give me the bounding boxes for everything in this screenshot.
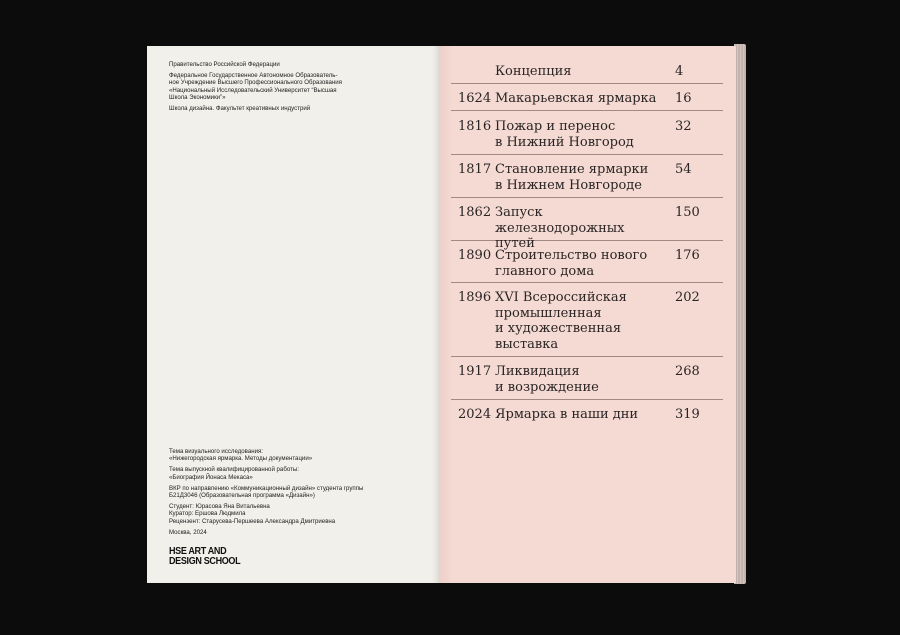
- toc-year: 1862: [458, 205, 492, 220]
- thesis-topic: Тема выпускной квалифицированной работы: «Биография Йонаса Мекаса»: [169, 466, 299, 481]
- logo-line-2: DESIGN SCHOOL: [169, 555, 241, 567]
- toc-title: Пожар и перенос в Нижний Новгород: [495, 119, 634, 150]
- toc-title: Ярмарка в наши дни: [495, 407, 639, 422]
- ministry-line: Правительство Российской Федерации: [169, 61, 280, 68]
- university-name: Федеральное Государственное Автономное Образователь- ное Учреждение Высшего Профессионального Образования «Национальный Исследовательский Университет “Высшая Школа Экономики”»: [169, 72, 342, 101]
- thesis-info: [169, 448, 434, 529]
- credits-line: Студент: Юрасова Яна Витальевна Куратор: Ершова Людмила Рецензент: Старусева-Першеева Александра Дмитриевна: [169, 503, 336, 525]
- school-logo: [169, 546, 240, 566]
- toc-page: 16: [675, 91, 692, 106]
- toc-divider: [451, 282, 723, 283]
- institution-header: [169, 61, 434, 116]
- program-line: ВКР по направлению «Коммуникационный дизайн» студента группы Б21Д3046 (Образовательная программа «Дизайн»): [169, 484, 364, 500]
- logo-line-1: HSE ART AND: [169, 545, 227, 557]
- toc-title: Концепция: [495, 64, 572, 79]
- toc-divider: [451, 197, 723, 198]
- toc-year: 1816: [458, 119, 492, 134]
- toc-page: 202: [675, 290, 700, 305]
- toc-divider: [451, 399, 723, 400]
- toc-title: Ликвидация и возрождение: [495, 364, 599, 395]
- toc-divider: [451, 154, 723, 155]
- toc-page: 268: [675, 364, 700, 379]
- left-page: [147, 46, 439, 583]
- toc-divider: [451, 240, 723, 241]
- toc-divider: [451, 356, 723, 357]
- toc-page: 54: [675, 162, 692, 177]
- toc-year: 1890: [458, 248, 492, 263]
- toc-page: 176: [675, 248, 700, 263]
- toc-page: 319: [675, 407, 700, 422]
- toc-title: Запуск железнодорожных путей: [495, 205, 625, 251]
- toc-page: 32: [675, 119, 692, 134]
- city-year: Москва, 2024: [169, 529, 207, 536]
- research-topic: Тема визуального исследования: «Нижегородская ярмарка. Методы документации»: [169, 448, 313, 463]
- toc-year: 1624: [458, 91, 492, 106]
- toc-page: 4: [675, 64, 684, 79]
- toc-year: 1917: [458, 364, 492, 379]
- toc-title: Становление ярмарки в Нижнем Новгороде: [495, 162, 649, 193]
- toc-title: Макарьевская ярмарка: [495, 91, 657, 106]
- toc-year: 1896: [458, 290, 492, 305]
- toc-year: 1817: [458, 162, 492, 177]
- toc-divider: [451, 83, 723, 84]
- right-page: [439, 46, 736, 583]
- toc-title: XVI Всероссийская промышленная и художественная выставка: [495, 290, 627, 352]
- toc-divider: [451, 110, 723, 111]
- toc-title: Строительство нового главного дома: [495, 248, 648, 279]
- faculty-line: Школа дизайна. Факультет креативных индустрий: [169, 105, 311, 113]
- toc-year: 2024: [458, 407, 492, 422]
- toc-page: 150: [675, 205, 700, 220]
